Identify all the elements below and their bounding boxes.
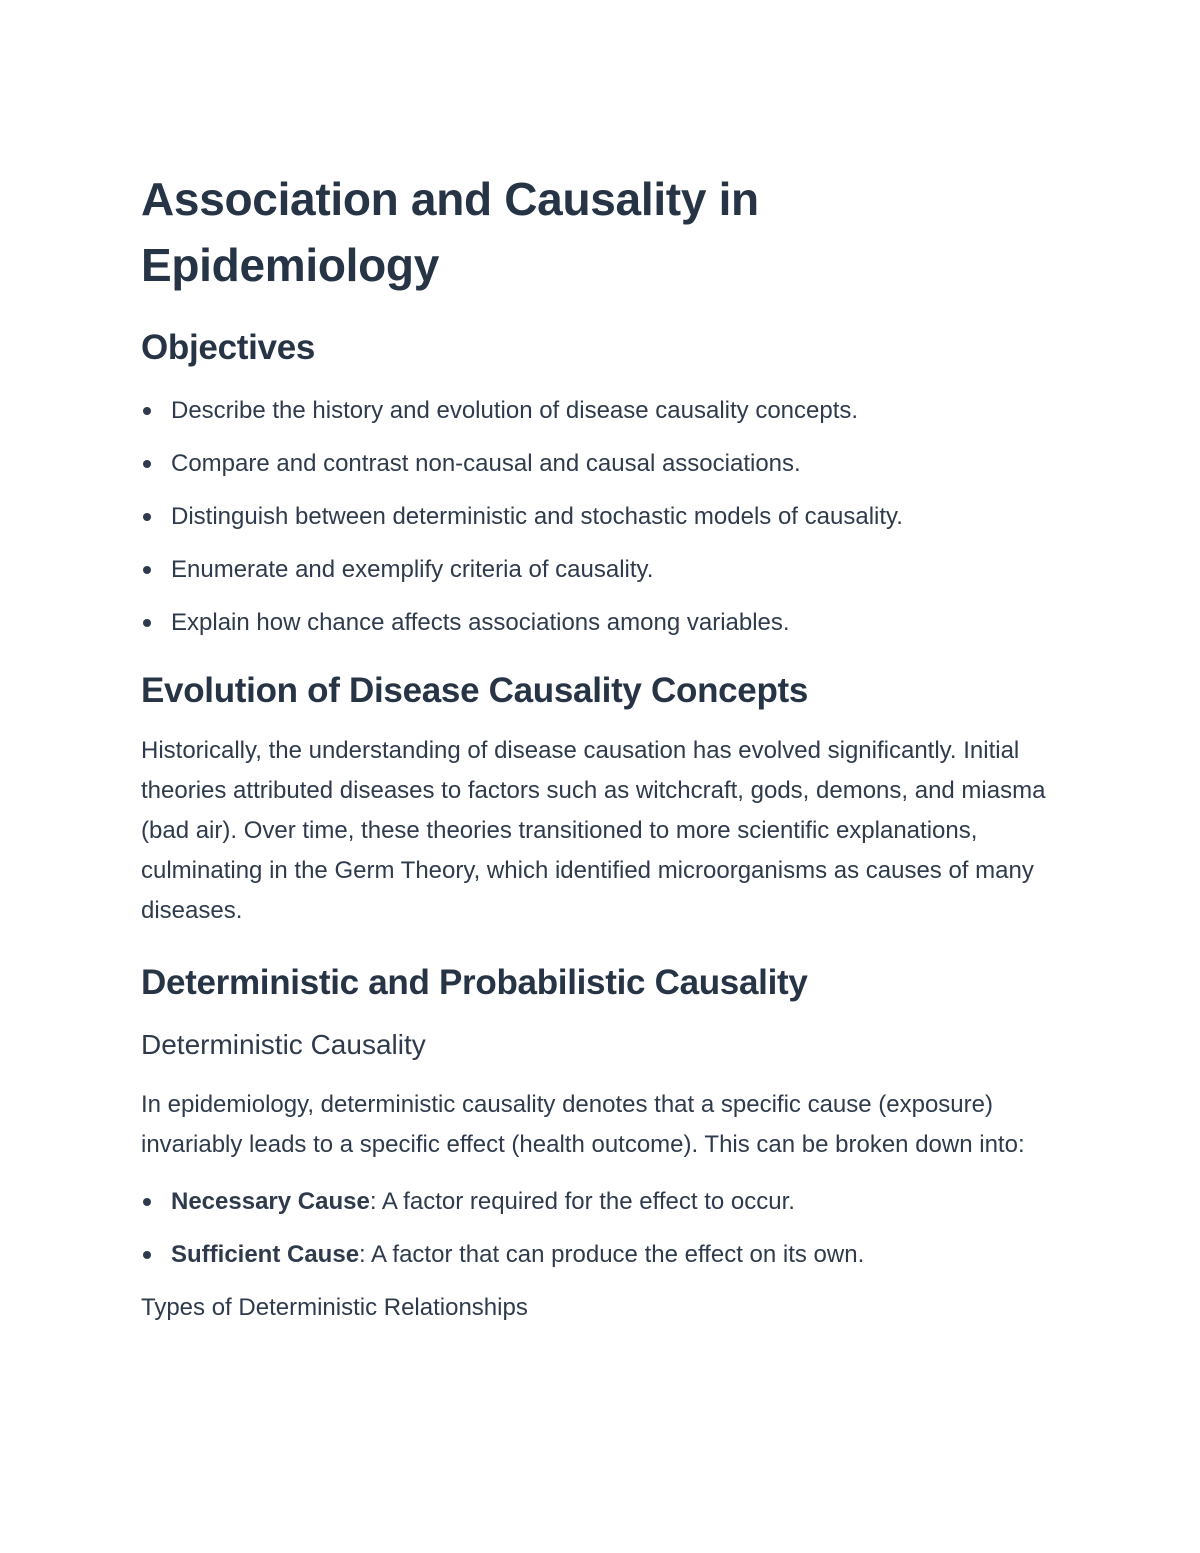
cause-definition: : A factor that can produce the effect on its own. [359, 1241, 865, 1268]
list-item [141, 608, 1061, 638]
document-page [141, 166, 1061, 1323]
det-prob-heading: Deterministic and Probabilistic Causality [141, 963, 808, 1002]
list-item-text: Describe the history and evolution of disease causality concepts. [171, 397, 859, 424]
list-item-text: Explain how chance affects associations among variables. [171, 609, 790, 636]
objectives-heading: Objectives [141, 328, 316, 367]
deterministic-causality-heading: Deterministic Causality [141, 1029, 426, 1060]
evolution-paragraph: Historically, the understanding of disease causation has evolved significantly. Initial theories attributed diseases to factors such as witchcraft, gods, demons, and miasma (bad air). Over time, these theories transitioned to more scientific explanations, culminating in the Germ Theory, which identified microorganisms as causes of many diseases. [141, 737, 1046, 924]
document-title: Association and Causality in Epidemiology [141, 173, 759, 291]
bullet-icon [143, 619, 151, 627]
cause-term: Necessary Cause [171, 1188, 370, 1215]
bullet-icon [143, 566, 151, 574]
list-item [141, 1187, 1061, 1217]
list-item [141, 1240, 1061, 1270]
list-item-text: Distinguish between deterministic and stochastic models of causality. [171, 503, 903, 530]
deterministic-relationships-subheading: Types of Deterministic Relationships [141, 1294, 528, 1321]
list-item [141, 396, 1061, 426]
list-item-text: Compare and contrast non-causal and causal associations. [171, 450, 801, 477]
evolution-heading: Evolution of Disease Causality Concepts [141, 671, 809, 710]
bullet-icon [143, 1198, 151, 1206]
list-item-text: Enumerate and exemplify criteria of causality. [171, 556, 654, 583]
bullet-icon [143, 407, 151, 415]
cause-definition: : A factor required for the effect to occur. [369, 1188, 795, 1215]
cause-types-list [141, 1187, 1061, 1270]
deterministic-paragraph: In epidemiology, deterministic causality denotes that a specific cause (exposure) invariably leads to a specific effect (health outcome). This can be broken down into: [141, 1091, 1025, 1158]
list-item [141, 502, 1061, 532]
list-item [141, 555, 1061, 585]
bullet-icon [143, 513, 151, 521]
bullet-icon [143, 460, 151, 468]
objectives-list [141, 396, 1061, 638]
cause-term: Sufficient Cause [171, 1241, 360, 1268]
list-item [141, 449, 1061, 479]
bullet-icon [143, 1251, 151, 1259]
